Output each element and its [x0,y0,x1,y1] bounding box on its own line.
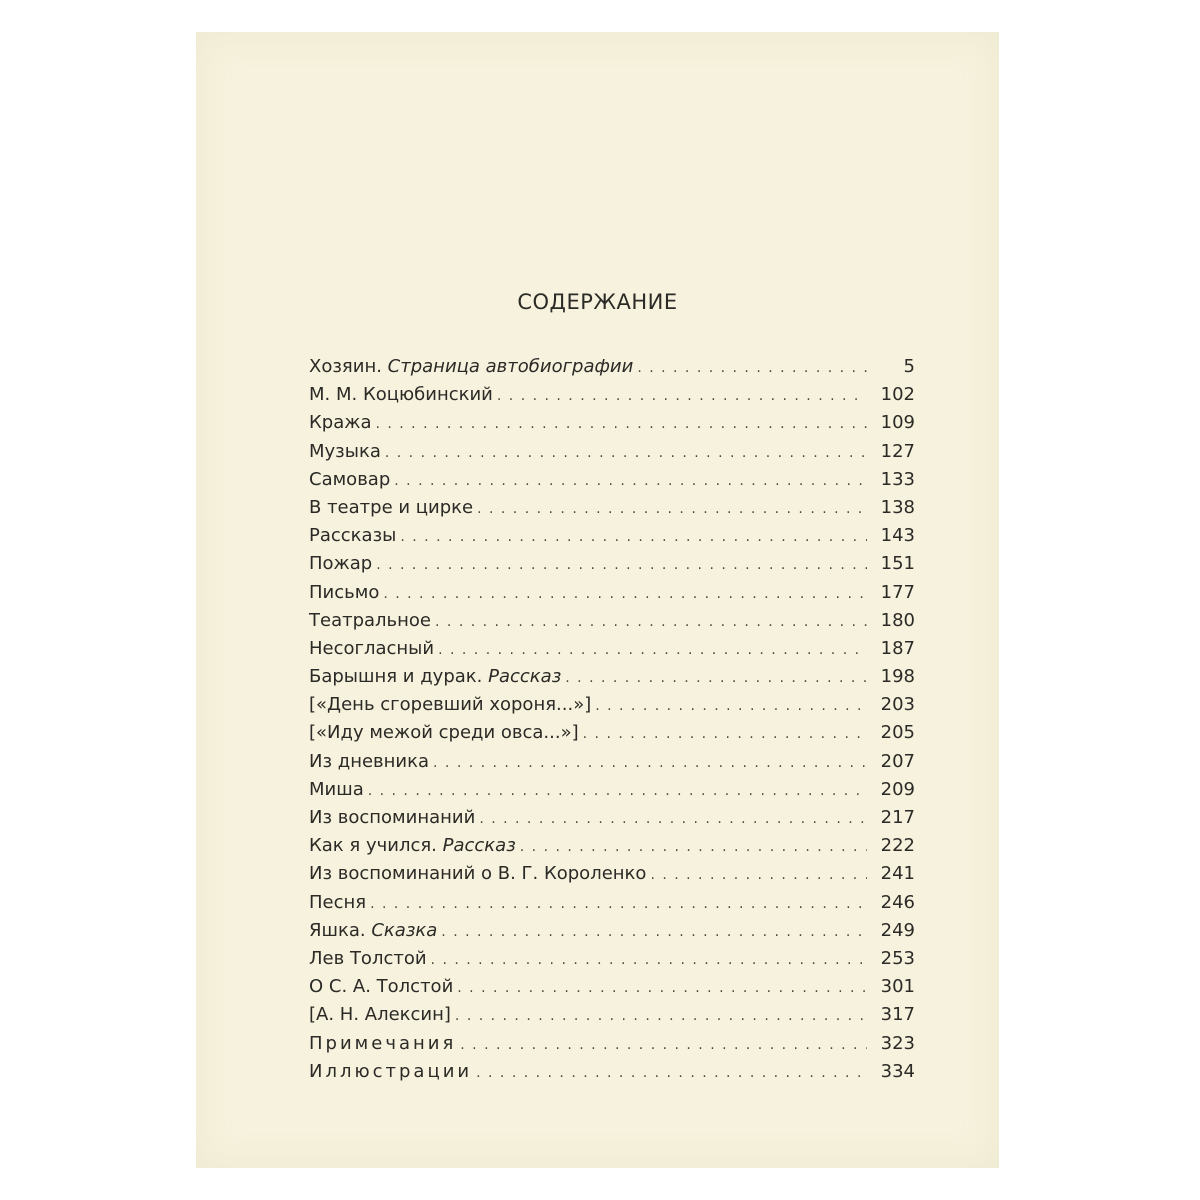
toc-entry-title [309,863,646,884]
toc-entry [309,469,915,497]
toc-entry-main-title: Из воспоминаний [309,807,476,828]
toc-entry-title [309,469,390,490]
toc-entry-title [309,412,371,433]
toc-entry-main-title: Несогласный [309,637,435,659]
toc-entry-page-number: 138 [880,496,915,518]
toc-entry-page-number: 151 [880,553,915,575]
toc-entry-title [309,384,493,405]
toc-entry-main-title: Примечания [309,1032,457,1054]
toc-entry-title [309,976,453,997]
dot-leader [476,1065,867,1081]
dot-leader [376,557,867,573]
dot-leader [520,839,867,855]
toc-entry [309,525,915,553]
toc-entry-title [309,779,364,800]
toc-entry [309,610,915,638]
toc-entry-main-title: М. М. Коцюбинский [309,384,493,406]
toc-entry-page-number: 207 [880,750,915,772]
dot-leader [370,896,867,912]
toc-entry-page-number: 133 [880,468,915,490]
toc-entry-page-number: 246 [880,891,915,913]
toc-entry [309,1004,915,1032]
toc-entry-subtitle: Рассказ [488,666,562,688]
toc-entry [309,694,915,722]
toc-entry-subtitle: Сказка [371,919,438,941]
toc-entry-page-number: 253 [880,947,915,969]
toc-entry-main-title: Самовар [309,468,391,490]
toc-entry-title [309,751,429,772]
toc-entry-main-title: Яшка. [309,919,366,941]
toc-entry-page-number: 241 [880,863,915,885]
toc-entry [309,779,915,807]
dot-leader [460,1037,867,1053]
toc-entry-main-title: Рассказы [309,525,397,547]
dot-leader [477,501,867,517]
toc-entry-subtitle: Страница автобиографии [387,356,634,377]
toc-entry-page-number: 317 [880,1004,915,1026]
toc-entry-main-title: Песня [309,891,367,913]
toc-entry-main-title: В театре и цирке [309,496,474,518]
toc-entry-title [309,1061,472,1082]
toc-entry-title [309,807,475,828]
toc-entry-page-number: 203 [880,694,915,716]
toc-entry-page-number: 205 [880,722,915,744]
toc-entry-subtitle: Рассказ [442,835,516,857]
toc-entry [309,892,915,920]
toc-entry-page-number: 301 [880,976,915,998]
dot-leader [479,811,867,827]
dot-leader [433,755,867,771]
toc-entry-page-number: 5 [903,356,915,377]
toc-entry-title [309,920,437,941]
toc-entry-title [309,553,372,574]
toc-entry-main-title: Лев Толстой [309,947,427,969]
toc-entry-main-title: О С. А. Толстой [309,976,454,998]
dot-leader [394,473,867,489]
book-page [196,32,999,1168]
toc-entry-main-title: [«День сгоревший хороня...»] [309,694,592,716]
dot-leader [650,867,867,883]
toc-entry-title [309,525,396,546]
toc-entry-main-title: [«Иду межой среди овса...»] [309,722,579,744]
toc-entry [309,948,915,976]
dot-leader [455,1008,867,1024]
toc-entry-title [309,892,366,913]
toc-entry [309,1061,915,1089]
toc-entry-title [309,497,473,518]
toc-entry-page-number: 217 [880,807,915,828]
toc-entry-title [309,1004,451,1025]
toc-entry-main-title: [А. Н. Алексин] [309,1004,451,1026]
toc-entry-title [309,694,591,715]
toc-entry [309,412,915,440]
dot-leader [383,586,867,602]
toc-entry-page-number: 187 [880,637,915,659]
dot-leader [431,952,867,968]
toc-entry [309,553,915,581]
toc-entry-page-number: 143 [880,525,915,547]
dot-leader [441,924,867,940]
toc-entry-main-title: Пожар [309,553,373,575]
toc-entry-page-number: 209 [880,778,915,800]
dot-leader [457,980,867,996]
toc-entry-main-title: Иллюстрации [309,1060,473,1082]
toc-entry-page-number: 102 [880,384,915,406]
toc-entry [309,920,915,948]
toc-entry-main-title: Музыка [309,440,381,462]
dot-leader [368,783,867,799]
toc-entry [309,751,915,779]
dot-leader [435,614,867,630]
toc-entry [309,441,915,469]
toc-entry [309,1033,915,1061]
toc-entry [309,835,915,863]
toc-entry [309,497,915,525]
toc-entry [309,356,915,384]
dot-leader [385,445,867,461]
toc-entry-main-title: Миша [309,778,364,800]
toc-entry-main-title: Барышня и дурак. [309,666,483,688]
toc-entry-page-number: 249 [880,919,915,941]
toc-entry [309,582,915,610]
dot-leader [595,698,867,714]
table-of-contents [309,356,915,1089]
dot-leader [637,360,867,376]
toc-entry-title [309,441,381,462]
dot-leader [497,388,867,404]
toc-entry-title [309,666,561,687]
toc-entry-main-title: Из дневника [309,750,430,772]
page-heading: СОДЕРЖАНИЕ [517,290,678,314]
toc-entry-page-number: 222 [880,835,915,857]
toc-entry [309,638,915,666]
dot-leader [438,642,867,658]
toc-entry [309,722,915,750]
dot-leader [565,670,867,686]
toc-entry-title [309,582,379,603]
toc-entry [309,384,915,412]
toc-entry [309,666,915,694]
toc-entry-title [309,356,633,377]
toc-entry [309,863,915,891]
toc-entry-page-number: 177 [880,581,915,603]
toc-entry-page-number: 334 [880,1060,915,1082]
toc-entry-title [309,722,579,743]
toc-entry-main-title: Театральное [309,609,432,631]
toc-entry-title [309,948,427,969]
toc-entry-main-title: Как я учился. [309,835,437,857]
toc-entry-title [309,1033,456,1054]
dot-leader [400,529,867,545]
dot-leader [375,416,867,432]
toc-entry [309,807,915,835]
toc-entry-title [309,835,516,856]
toc-entry-main-title: Из воспоминаний о В. Г. Короленко [309,863,647,885]
toc-entry [309,976,915,1004]
toc-entry-main-title: Письмо [309,581,380,603]
dot-leader [583,726,867,742]
toc-entry-page-number: 180 [880,609,915,631]
toc-entry-title [309,638,434,659]
toc-entry-title [309,610,431,631]
toc-entry-main-title: Кража [309,412,372,434]
toc-entry-page-number: 127 [880,440,915,462]
toc-entry-main-title: Хозяин. [309,356,382,377]
toc-entry-page-number: 109 [880,412,915,434]
toc-entry-page-number: 198 [880,666,915,688]
toc-entry-page-number: 323 [880,1032,915,1054]
